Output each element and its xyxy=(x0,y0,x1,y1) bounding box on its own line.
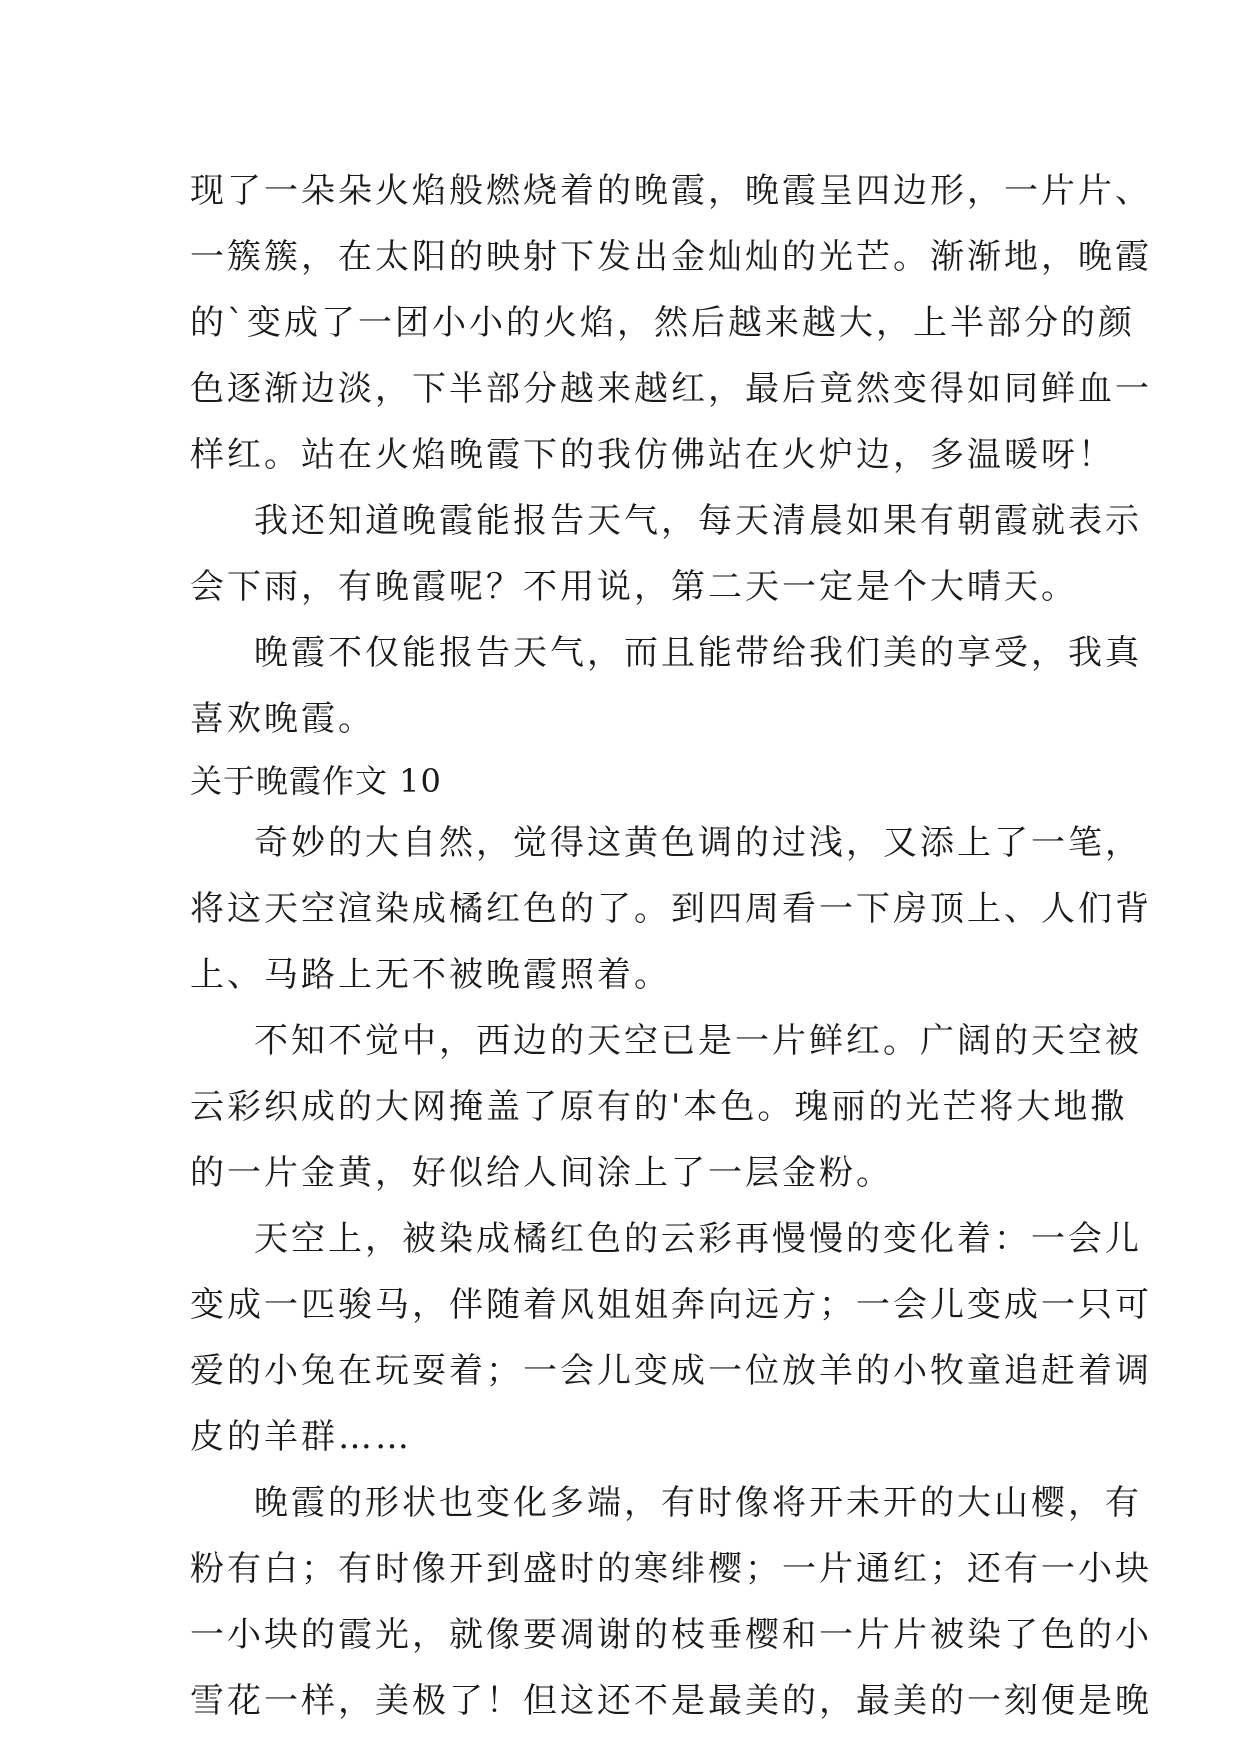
paragraph-start-line: 晚霞不仅能报告天气，而且能带给我们美的享受，我真 xyxy=(254,633,1142,673)
paragraph-start-line: 不知不觉中，西边的天空已是一片鲜红。广阔的天空被 xyxy=(254,1021,1142,1061)
text-line: 的一片金黄，好似给人间涂上了一层金粉。 xyxy=(190,1153,893,1193)
text-line: 粉有白；有时像开到盛时的寒绯樱；一片通红；还有一小块 xyxy=(190,1549,1152,1589)
text-line: 雪花一样，美极了！但这还不是最美的，最美的一刻便是晚 xyxy=(190,1681,1152,1721)
text-line: 色逐渐边淡，下半部分越来越红，最后竟然变得如同鲜血一 xyxy=(190,369,1152,409)
text-line: 变成一匹骏马，伴随着风姐姐奔向远方；一会儿变成一只可 xyxy=(190,1285,1152,1325)
paragraph-start-line: 晚霞的形状也变化多端，有时像将开未开的大山樱，有 xyxy=(254,1483,1142,1523)
text-line: 云彩织成的大网掩盖了原有的'本色。瑰丽的光芒将大地撒 xyxy=(190,1087,1128,1127)
text-line: 样红。站在火焰晚霞下的我仿佛站在火炉边，多温暖呀！ xyxy=(190,435,1115,475)
text-line: 会下雨，有晚霞呢？不用说，第二天一定是个大晴天。 xyxy=(190,567,1078,607)
paragraph-start-line: 我还知道晚霞能报告天气，每天清晨如果有朝霞就表示 xyxy=(254,501,1142,541)
document-page xyxy=(190,158,1152,1734)
text-line: 上、马路上无不被晚霞照着。 xyxy=(190,955,671,995)
section-heading: 关于晚霞作文 10 xyxy=(190,762,442,800)
text-line: 爱的小兔在玩耍着；一会儿变成一位放羊的小牧童追赶着调 xyxy=(190,1351,1152,1391)
paragraph-start-line: 奇妙的大自然，觉得这黄色调的过浅，又添上了一笔， xyxy=(254,823,1142,863)
text-line: 将这天空渲染成橘红色的了。到四周看一下房顶上、人们背 xyxy=(190,889,1152,929)
paragraph-start-line: 天空上，被染成橘红色的云彩再慢慢的变化着：一会儿 xyxy=(254,1219,1142,1259)
text-line: 的`变成了一团小小的火焰，然后越来越大，上半部分的颜 xyxy=(190,303,1135,343)
text-line: 现了一朵朵火焰般燃烧着的晚霞，晚霞呈四边形，一片片、 xyxy=(190,171,1152,211)
text-line: 喜欢晚霞。 xyxy=(190,699,375,739)
text-line: 一簇簇，在太阳的映射下发出金灿灿的光芒。渐渐地，晚霞 xyxy=(190,237,1152,277)
text-line: 一小块的霞光，就像要凋谢的枝垂樱和一片片被染了色的小 xyxy=(190,1615,1152,1655)
text-line: 皮的羊群…… xyxy=(190,1417,412,1457)
